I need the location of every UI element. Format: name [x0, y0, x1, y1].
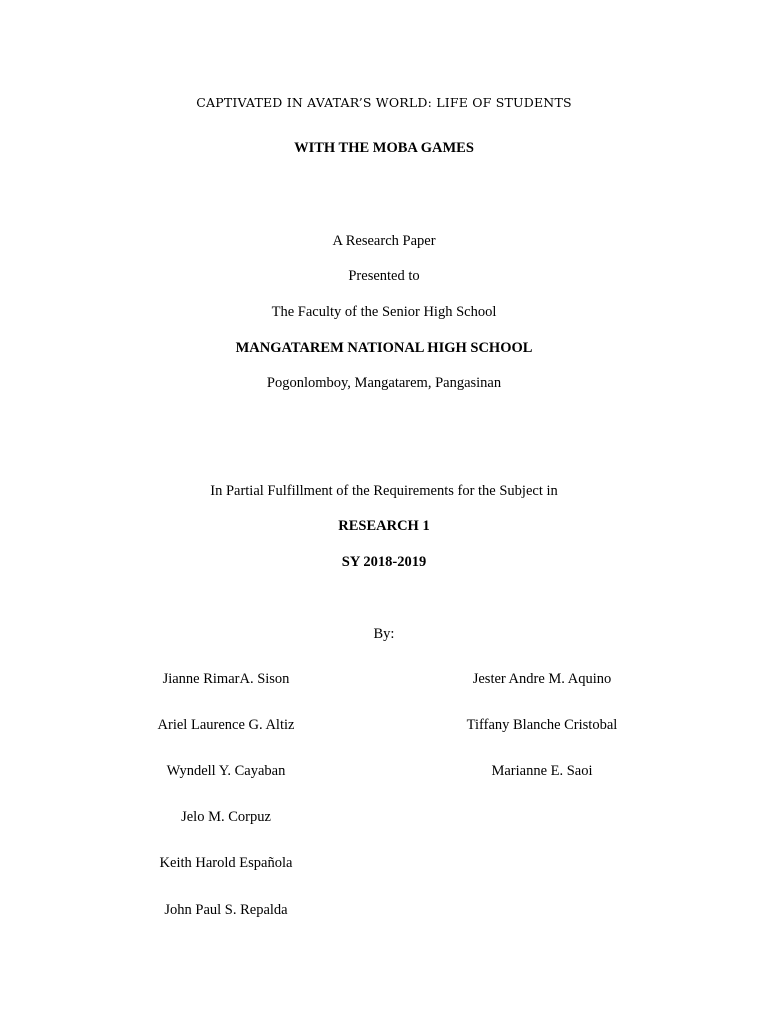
- subject: RESEARCH 1: [338, 518, 430, 534]
- author-name: Jester Andre M. Aquino: [472, 671, 612, 687]
- faculty: The Faculty of the Senior High School: [271, 304, 497, 320]
- paper-type: A Research Paper: [332, 233, 436, 249]
- title-line-2: WITH THE MOBA GAMES: [294, 140, 474, 156]
- title-line-1: CAPTIVATED IN AVATAR’S WORLD: LIFE OF STUDENTS: [196, 95, 572, 110]
- author-name: Keith Harold Española: [159, 855, 293, 871]
- by-label: By:: [373, 626, 395, 642]
- school-address: Pogonlomboy, Mangatarem, Pangasinan: [266, 375, 502, 391]
- author-name: Marianne E. Saoi: [491, 763, 593, 779]
- presented-to: Presented to: [348, 268, 420, 284]
- author-name: Ariel Laurence G. Altiz: [157, 717, 295, 733]
- author-name: Tiffany Blanche Cristobal: [466, 717, 618, 733]
- school-year: SY 2018-2019: [341, 554, 427, 570]
- author-name: John Paul S. Repalda: [164, 902, 288, 918]
- author-name: Wyndell Y. Cayaban: [166, 763, 286, 779]
- school-name: MANGATAREM NATIONAL HIGH SCHOOL: [235, 340, 533, 356]
- fulfillment-statement: In Partial Fulfillment of the Requirements for the Subject in: [210, 483, 558, 499]
- author-name: Jelo M. Corpuz: [181, 809, 271, 825]
- author-name: Jianne RimarA. Sison: [162, 671, 290, 687]
